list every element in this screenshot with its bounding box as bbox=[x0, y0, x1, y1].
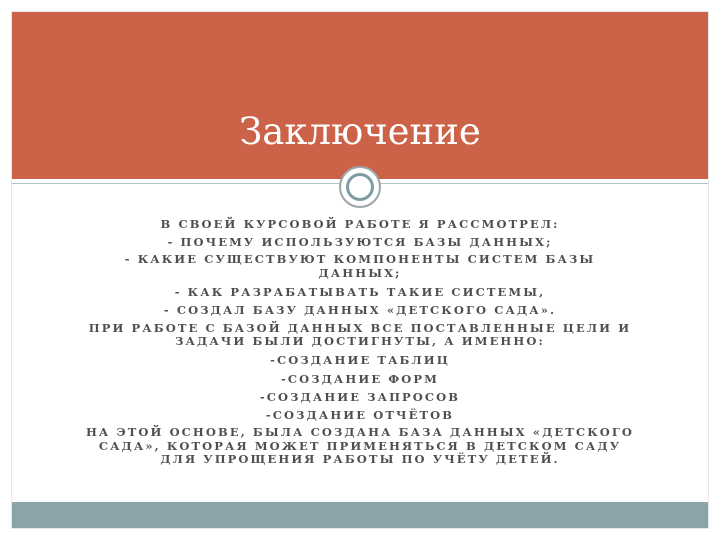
body-line-12: -СОЗДАНИЕ ОТЧЁТОВ bbox=[265, 408, 455, 423]
body-line-5: - КАК РАЗРАБАТЫВАТЬ ТАКИЕ СИСТЕМЫ, bbox=[174, 285, 546, 300]
circle-ornament-ring bbox=[346, 173, 374, 201]
footer-bar bbox=[12, 502, 708, 528]
body-line-10: -СОЗДАНИЕ ФОРМ bbox=[280, 371, 440, 386]
slide-body bbox=[46, 215, 674, 466]
title-banner bbox=[12, 12, 708, 179]
slide bbox=[12, 12, 708, 528]
body-line-4: ДАННЫХ; bbox=[318, 265, 402, 280]
body-line-7: ПРИ РАБОТЕ С БАЗОЙ ДАННЫХ ВСЕ ПОСТАВЛЕННЫЕ ЦЕЛИ И bbox=[88, 320, 632, 335]
body-line-2: - ПОЧЕМУ ИСПОЛЬЗУЮТСЯ БАЗЫ ДАННЫХ; bbox=[167, 235, 553, 250]
body-line-9: -СОЗДАНИЕ ТАБЛИЦ bbox=[270, 353, 450, 368]
body-line-8: ЗАДАЧИ БЫЛИ ДОСТИГНУТЫ, А ИМЕННО: bbox=[175, 334, 545, 349]
slide-title: Заключение bbox=[239, 110, 481, 153]
body-line-6: - СОЗДАЛ БАЗУ ДАННЫХ «ДЕТСКОГО САДА». bbox=[163, 303, 557, 318]
body-line-14: САДА», КОТОРАЯ МОЖЕТ ПРИМЕНЯТЬСЯ В ДЕТСКОМ САДУ bbox=[98, 438, 622, 453]
body-line-13: НА ЭТОЙ ОСНОВЕ, БЫЛА СОЗДАНА БАЗА ДАННЫХ «ДЕТСКОГО bbox=[85, 425, 635, 440]
circle-ornament-icon bbox=[339, 166, 381, 208]
body-line-11: -СОЗДАНИЕ ЗАПРОСОВ bbox=[259, 389, 461, 404]
body-line-1: В СВОЕЙ КУРСОВОЙ РАБОТЕ Я РАССМОТРЕЛ: bbox=[160, 217, 560, 231]
body-line-3: - КАКИЕ СУЩЕСТВУЮТ КОМПОНЕНТЫ СИСТЕМ БАЗЫ bbox=[124, 252, 596, 267]
body-line-15: ДЛЯ УПРОЩЕНИЯ РАБОТЫ ПО УЧЁТУ ДЕТЕЙ. bbox=[160, 452, 560, 467]
